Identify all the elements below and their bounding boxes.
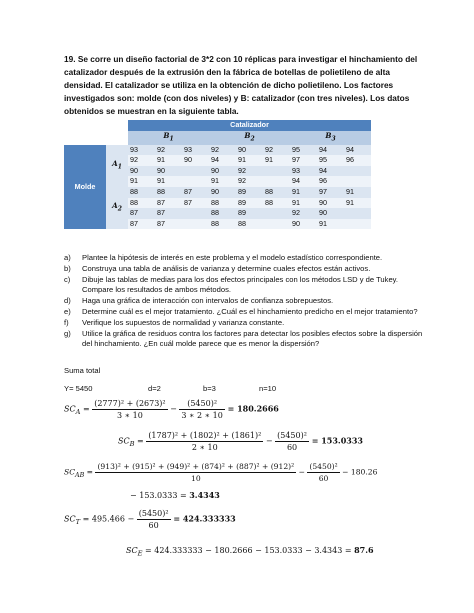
sc-symbol: SC <box>126 546 138 555</box>
table-cell: 90 <box>290 219 317 230</box>
table-cell: 90 <box>317 208 344 219</box>
sc-subscript: AB <box>75 472 85 480</box>
tail: − 180.26 <box>339 467 378 477</box>
result: 3.4343 <box>189 490 220 500</box>
table-cell: 92 <box>263 145 290 156</box>
list-text: Dibuje las tablas de medias para los dos efectos principales con los métodos LSD y de Tukey. Compare los resultados de ambos métodos. <box>82 274 399 295</box>
table-cell: 88 <box>263 187 290 198</box>
table-corner-2 <box>64 131 128 145</box>
b2-label: $B_2$ <box>209 131 290 145</box>
table-cell: 88 <box>155 187 182 198</box>
list-letter: d) <box>64 296 71 306</box>
table-cell <box>263 166 290 177</box>
numerator: (5450)² <box>138 509 169 518</box>
table-cell <box>263 208 290 219</box>
table-cell: 91 <box>128 176 155 187</box>
table-cell <box>344 208 371 219</box>
a2-label: $A_2$ <box>106 187 128 229</box>
formula-sca <box>64 398 279 421</box>
table-cell: 90 <box>182 155 209 166</box>
table-cell: 97 <box>317 187 344 198</box>
formula-sce <box>126 545 374 558</box>
table-cell: 91 <box>263 155 290 166</box>
table-cell <box>344 176 371 187</box>
denominator: 60 <box>286 443 298 452</box>
table-cell: 95 <box>317 155 344 166</box>
table-cell: 89 <box>236 208 263 219</box>
numerator: (1787)² + (1802)² + (1861)² <box>148 431 262 440</box>
sc-symbol: SC <box>64 514 76 524</box>
list-letter: a) <box>64 253 71 262</box>
table-row <box>64 145 371 156</box>
list-item <box>64 318 424 329</box>
sc-symbol: SC <box>64 404 76 414</box>
table-cell: 90 <box>317 198 344 209</box>
param-b: b=3 <box>203 384 216 393</box>
table-cell: 92 <box>290 208 317 219</box>
result: 87.6 <box>354 545 374 555</box>
molde-label: Molde <box>64 145 106 230</box>
table-cell <box>182 219 209 230</box>
table-cell <box>182 208 209 219</box>
catalizador-header: Catalizador <box>128 120 371 131</box>
list-letter: b) <box>64 263 71 273</box>
table-cell: 91 <box>155 176 182 187</box>
table-cell <box>263 176 290 187</box>
table-cell: 90 <box>155 166 182 177</box>
sc-symbol: SC <box>118 436 130 446</box>
sc-symbol: SC <box>64 467 76 477</box>
list-letter: c) <box>64 274 71 284</box>
result: = 424.333333 <box>170 513 236 524</box>
denominator: 3 ∗ 2 ∗ 10 <box>181 411 223 420</box>
table-cell: 92 <box>155 145 182 156</box>
table-cell: 90 <box>236 145 263 156</box>
sc-subscript: T <box>75 518 81 527</box>
list-text: Determine cuál es el mejor tratamiento. ¿Cuál es el hinchamiento predicho en el mejor tratamiento? <box>82 306 418 316</box>
table-cell: 87 <box>128 208 155 219</box>
formula-scab <box>64 461 377 484</box>
table-cell: 91 <box>344 187 371 198</box>
table-cell: 91 <box>209 176 236 187</box>
table-cell: 92 <box>236 166 263 177</box>
table-cell: 91 <box>155 155 182 166</box>
list-item <box>64 275 424 297</box>
list-letter: e) <box>64 306 71 316</box>
b3-label: $B_3$ <box>290 131 371 145</box>
sc-subscript: E <box>137 549 143 558</box>
table-cell <box>182 176 209 187</box>
sc-subscript: A <box>75 408 81 417</box>
table-cell: 96 <box>344 155 371 166</box>
table-cell: 91 <box>317 219 344 230</box>
list-item <box>64 307 424 318</box>
table-cell: 87 <box>155 198 182 209</box>
list-text: Verifique los supuestos de normalidad y varianza constante. <box>82 317 285 327</box>
table-cell: 91 <box>290 198 317 209</box>
table-corner <box>64 120 128 131</box>
table-cell: 96 <box>317 176 344 187</box>
table-cell <box>263 219 290 230</box>
table-cell: 88 <box>263 198 290 209</box>
list-letter: f) <box>64 317 69 327</box>
problem-statement: 19. Se corre un diseño factorial de 3*2 con 10 réplicas para investigar el hinchamiento del catalizador después de la extrusión den la fábrica de botellas de polietileno de alta densidad. El catalizador se utiliza en la obtención de dicho polietileno. Los factores investigados son: molde (con dos niveles) y B: catalizador (con tres niveles). Los datos obtenidos se muestran en la siguiente tabla. <box>64 54 418 116</box>
table-cell: 87 <box>155 219 182 230</box>
table-cell: 90 <box>209 166 236 177</box>
table-cell: 87 <box>182 198 209 209</box>
table-cell: 97 <box>290 155 317 166</box>
numerator: (5450)² <box>179 398 224 410</box>
table-cell: 93 <box>290 166 317 177</box>
denominator: 3 ∗ 10 <box>117 411 143 420</box>
table-cell: 88 <box>209 198 236 209</box>
equals: = 495.466 − <box>80 514 137 524</box>
table-cell: 93 <box>182 145 209 156</box>
list-text: Construya una tabla de análisis de varianza y determine cuales efectos están activos. <box>82 263 371 273</box>
table-cell: 92 <box>209 145 236 156</box>
list-item <box>64 296 424 307</box>
table-cell: 94 <box>317 166 344 177</box>
formula-sct <box>64 508 236 531</box>
table-cell: 94 <box>290 176 317 187</box>
result: = 180.2666 <box>224 403 279 414</box>
denominator: 10 <box>190 474 201 483</box>
table-cell: 87 <box>128 219 155 230</box>
equals: = 424.333333 − 180.2666 − 153.0333 − 3.4343 = <box>142 546 355 555</box>
table-cell: 88 <box>128 187 155 198</box>
a1-label: $A_1$ <box>106 145 128 187</box>
data-table <box>64 120 371 229</box>
numerator: (5450)² <box>309 462 338 471</box>
list-item <box>64 253 424 264</box>
param-y: Y= 5450 <box>64 384 93 393</box>
table-cell: 89 <box>236 198 263 209</box>
formula-scab-line2 <box>130 490 220 500</box>
table-cell: 88 <box>236 219 263 230</box>
table-cell: 90 <box>128 166 155 177</box>
list-item <box>64 264 424 275</box>
denominator: 60 <box>148 521 159 530</box>
table-cell: 94 <box>209 155 236 166</box>
task-list <box>64 253 424 350</box>
table-cell: 88 <box>128 198 155 209</box>
table-cell: 92 <box>236 176 263 187</box>
list-text: Plantee la hipótesis de interés en este problema y el modelo estadístico correspondiente. <box>82 253 383 262</box>
list-text: Utilice la gráfica de residuos contra los factores para detectar los posibles efectos sobre la dispersión del hinchamiento. ¿En cuál molde parece que es menor la dispersión? <box>82 328 423 349</box>
param-d: d=2 <box>148 384 161 393</box>
table-cell: 87 <box>155 208 182 219</box>
numerator: (913)² + (915)² + (949)² + (874)² + (887)² + (912)² <box>97 462 295 471</box>
denominator: 2 ∗ 10 <box>191 443 218 452</box>
table-cell: 91 <box>290 187 317 198</box>
equals: = <box>84 467 96 477</box>
minus: − <box>167 404 180 414</box>
table-cell: 94 <box>317 145 344 156</box>
continuation: − 153.0333 = <box>130 491 190 500</box>
minus: − <box>296 467 308 477</box>
table-cell <box>344 166 371 177</box>
result: = 153.0333 <box>308 435 363 446</box>
table-cell: 88 <box>209 208 236 219</box>
table-cell: 94 <box>344 145 371 156</box>
denominator: 60 <box>318 474 329 483</box>
table-row <box>64 187 371 198</box>
table-cell: 91 <box>236 155 263 166</box>
table-cell: 92 <box>128 155 155 166</box>
numerator: (5450)² <box>277 431 307 440</box>
table-cell: 88 <box>209 219 236 230</box>
numerator: (2777)² + (2673)² <box>94 399 166 408</box>
table-cell: 91 <box>344 198 371 209</box>
list-text: Haga una gráfica de interacción con intervalos de confianza sobrepuestos. <box>82 296 334 306</box>
table-cell <box>344 219 371 230</box>
table-cell: 90 <box>209 187 236 198</box>
equals: = <box>80 404 93 414</box>
table-cell: 95 <box>290 145 317 156</box>
list-item <box>64 329 424 351</box>
formula-scb <box>118 430 363 453</box>
suma-total-label: Suma total <box>64 366 101 375</box>
table-cell: 93 <box>128 145 155 156</box>
list-letter: g) <box>64 328 71 338</box>
sc-subscript: B <box>129 440 135 449</box>
equals: = <box>134 436 147 446</box>
param-n: n=10 <box>259 384 277 393</box>
table-cell <box>182 166 209 177</box>
minus: − <box>263 436 276 446</box>
table-cell: 87 <box>182 187 209 198</box>
b1-label: $B_1$ <box>128 131 209 145</box>
table-cell: 89 <box>236 187 263 198</box>
